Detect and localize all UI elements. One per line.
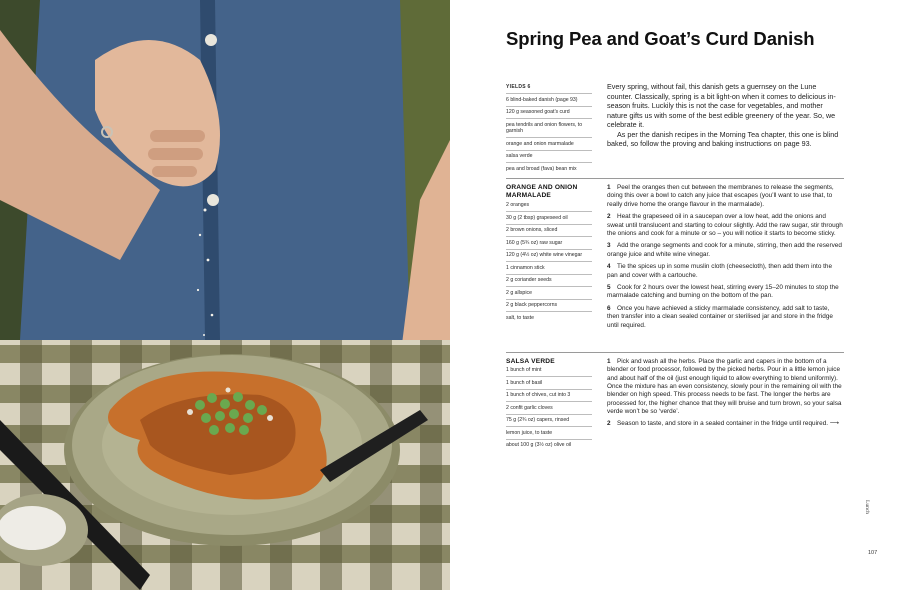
method-step (607, 263, 843, 280)
ingredient-item: 6 blind-baked danish (page 93) (506, 94, 592, 106)
chapter-label: Lunch (864, 500, 870, 515)
step-text: Season to taste, and store in a sealed container in the fridge until required. ⟶ (617, 420, 839, 428)
method-step (607, 358, 843, 416)
ingredient-item: lemon juice, to taste (506, 427, 592, 439)
ingredient-item: 2 confit garlic cloves (506, 402, 592, 414)
step-text: Heat the grapeseed oil in a saucepan over a low heat, add the onions and sweat until translucent and starting to colour slightly. Add the raw sugar, stir through the onions and cook for a minute or so – you will notice it starts to become sticky. (607, 213, 843, 237)
intro-paragraph: Every spring, without fail, this danish gets a guernsey on the Lune counter. Classically, spring is a bit light-on when it comes to delicious in-season fruits. Luckily this is not the case for vegetables, and mother nature gifts us with some of the best edible greenery of the year. So, we celebrate it. (607, 82, 836, 129)
step-text: Once you have achieved a sticky marmalade consistency, add salt to taste, then transfer into a clean sealed container or sterilised jar and store in the fridge until required. (607, 304, 833, 329)
method-step (607, 213, 843, 238)
ingredient-item: about 100 g (3½ oz) olive oil (506, 442, 572, 449)
ingredient-item: 1 bunch of mint (506, 365, 592, 377)
marmalade-method (607, 184, 843, 334)
method-step (607, 184, 843, 209)
ingredient-item: pea tendrils and onion flowers, to garnish (506, 119, 592, 138)
ingredient-item: 2 g allspice (506, 287, 592, 299)
salsa-verde-heading: SALSA VERDE (506, 358, 555, 365)
step-number: 2 (607, 213, 611, 221)
ingredient-item: salsa verde (506, 151, 592, 163)
section-divider (506, 352, 844, 353)
main-ingredients-list (506, 82, 592, 175)
ingredient-item: orange and onion marmalade (506, 138, 592, 150)
step-number: 4 (607, 263, 611, 271)
page-number: 107 (868, 550, 878, 556)
ingredient-item: 160 g (5¾ oz) raw sugar (506, 237, 592, 249)
marmalade-heading: ORANGE AND ONION MARMALADE (506, 184, 578, 199)
step-text: Cook for 2 hours over the lowest heat, stirring every 15–20 minutes to stop the marmalade catching and burning on the bottom of the pan. (607, 284, 839, 300)
ingredient-item: 1 cinnamon stick (506, 262, 592, 274)
step-number: 2 (607, 420, 611, 428)
recipe-title: Spring Pea and Goat’s Curd Danish (506, 28, 815, 49)
section-divider (506, 178, 844, 179)
marmalade-ingredients-list (506, 200, 592, 324)
step-number: 5 (607, 284, 611, 292)
step-text: Pick and wash all the herbs. Place the garlic and capers in the bottom of a blender or food processor, followed by the picked herbs. Pour in a little lemon juice and about half of the oil (just enough liquid to allow everything to blend uniformly). Once the mixture has an even consistency, slowly pour in the remaining oil with the blender on high speed. This process needs to be fast. The longer the herbs are processed for, the higher chance that they will bruise and turn brown, so your salsa verde won’t be so ‘verde’. (607, 358, 842, 415)
ingredient-item: 120 g seasoned goat’s curd (506, 107, 592, 119)
ingredient-item: 1 bunch of chives, cut into 3 (506, 390, 592, 402)
salsa-verde-method (607, 358, 843, 433)
ingredient-item: 2 oranges (506, 200, 592, 212)
ingredient-item: 30 g (2 tbsp) grapeseed oil (506, 212, 592, 224)
step-text: Peel the oranges then cut between the membranes to release the segments, doing this over a bowl to catch any juice that escapes (you’ll want to use that, to really drive home the orange flavour in the marmalade). (607, 184, 834, 208)
recipe-page (450, 0, 900, 590)
step-number: 3 (607, 242, 611, 250)
ingredient-item: 120 g (4½ oz) white wine vinegar (506, 250, 592, 262)
step-number: 6 (607, 304, 611, 312)
recipe-intro (607, 82, 839, 149)
step-number: 1 (607, 358, 611, 365)
method-step (607, 420, 843, 428)
method-step (607, 305, 843, 330)
method-step (607, 242, 843, 259)
ingredient-item: 2 brown onions, sliced (506, 225, 592, 237)
ingredient-item: salt, to taste (506, 314, 534, 321)
step-number: 1 (607, 184, 611, 191)
method-step (607, 284, 843, 301)
step-text: Add the orange segments and cook for a minute, stirring, then add the reserved orange juice and white wine vinegar. (607, 242, 842, 258)
ingredient-item: 1 bunch of basil (506, 377, 592, 389)
salsa-ingredients-list (506, 365, 592, 451)
intro-paragraph: As per the danish recipes in the Morning Tea chapter, this one is blind baked, so follow the proving and baking instructions on page 93. (607, 129, 839, 148)
ingredient-item: 75 g (2¾ oz) capers, rinsed (506, 415, 592, 427)
ingredient-item: 2 g black peppercorns (506, 300, 592, 312)
step-text: Tie the spices up in some muslin cloth (cheesecloth), then add them into the pan and cover with a cartouche. (607, 263, 833, 279)
ingredient-item: 2 g coriander seeds (506, 275, 592, 287)
yields-label: YIELDS 6 (506, 82, 592, 94)
ingredient-item: pea and broad (fava) bean mix (506, 165, 577, 172)
